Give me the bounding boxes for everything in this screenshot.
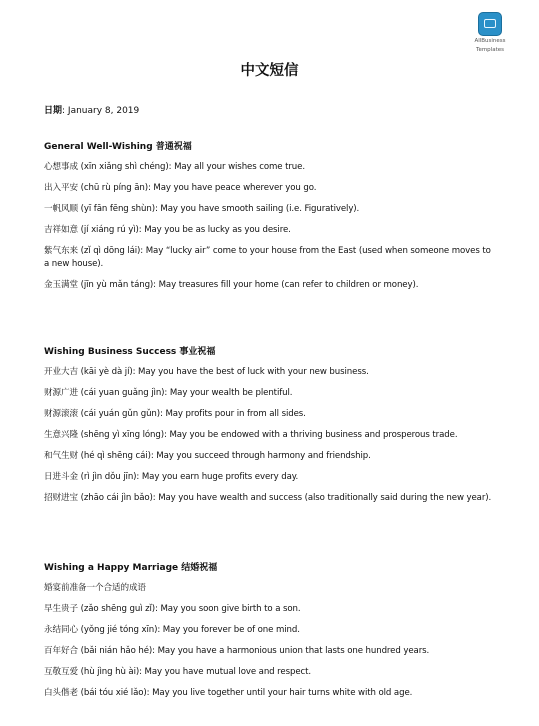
logo-text-line2: Templates	[476, 46, 504, 53]
section-heading: Wishing a Happy Marriage 结婚祝福	[44, 563, 218, 573]
wish-item: 金玉满堂 (jīn yù mǎn táng): May treasures fill your home (can refer to children or money).	[44, 280, 419, 290]
wish-item: 永结同心 (yǒng jié tóng xīn): May you forever be of one mind.	[44, 625, 300, 635]
wish-item: 吉祥如意 (jí xiáng rú yì): May you be as lucky as you desire.	[44, 225, 291, 235]
wish-item: 出入平安 (chū rù píng ān): May you have peace wherever you go.	[44, 183, 317, 193]
wish-item: 白头偕老 (bái tóu xié lǎo): May you live together until your hair turns white with old age.	[44, 688, 413, 698]
allbusiness-templates-logo	[468, 12, 512, 53]
document-title: 中文短信	[240, 63, 299, 79]
wish-item: 婚宴前准备一个合适的成语	[44, 583, 146, 593]
date-line	[44, 103, 139, 116]
date-value: : January 8, 2019	[62, 106, 140, 116]
wish-item: 早生贵子 (zǎo shēng guì zǐ): May you soon give birth to a son.	[44, 604, 301, 614]
date-label: 日期	[44, 106, 63, 116]
wish-item: 财源滚滚 (cái yuán gǔn gǔn): May profits pour in from all sides.	[44, 409, 306, 419]
section-general-well-wishing	[44, 139, 494, 300]
wish-item: 互敬互爱 (hù jìng hù ài): May you have mutual love and respect.	[44, 667, 312, 677]
section-happy-marriage	[44, 560, 494, 708]
wish-item: 紫气东来 (zǐ qì dōng lái): May “lucky air” come to your house from the East (used when someone moves to a new house).	[44, 246, 491, 269]
wish-item: 生意兴隆 (shēng yì xīng lóng): May you be endowed with a thriving business and prosperous trade.	[44, 430, 458, 440]
wish-item: 心想事成 (xīn xiǎng shì chéng): May all your wishes come true.	[44, 162, 305, 172]
section-heading: General Well-Wishing 普通祝福	[44, 142, 192, 152]
wish-item: 招财进宝 (zhāo cái jìn bǎo): May you have wealth and success (also traditionally said during the new year).	[44, 493, 492, 503]
logo-icon	[478, 12, 502, 36]
wish-item: 财源广进 (cái yuan guǎng jìn): May your wealth be plentiful.	[44, 388, 293, 398]
logo-text-line1: AllBusiness	[474, 38, 506, 44]
section-business-success	[44, 344, 494, 513]
wish-item: 开业大吉 (kāi yè dà jí): May you have the best of luck with your new business.	[44, 367, 369, 377]
wish-item: 日进斗金 (rì jìn dǒu jīn): May you earn huge profits every day.	[44, 472, 299, 482]
section-heading: Wishing Business Success 事业祝福	[44, 347, 216, 357]
wish-item: 一帆风顺 (yī fān fēng shùn): May you have smooth sailing (i.e. Figuratively).	[44, 204, 360, 214]
wish-item: 百年好合 (bǎi nián hǎo hé): May you have a harmonious union that lasts one hundred years.	[44, 646, 430, 656]
wish-item: 和气生财 (hé qì shēng cái): May you succeed through harmony and friendship.	[44, 451, 371, 461]
